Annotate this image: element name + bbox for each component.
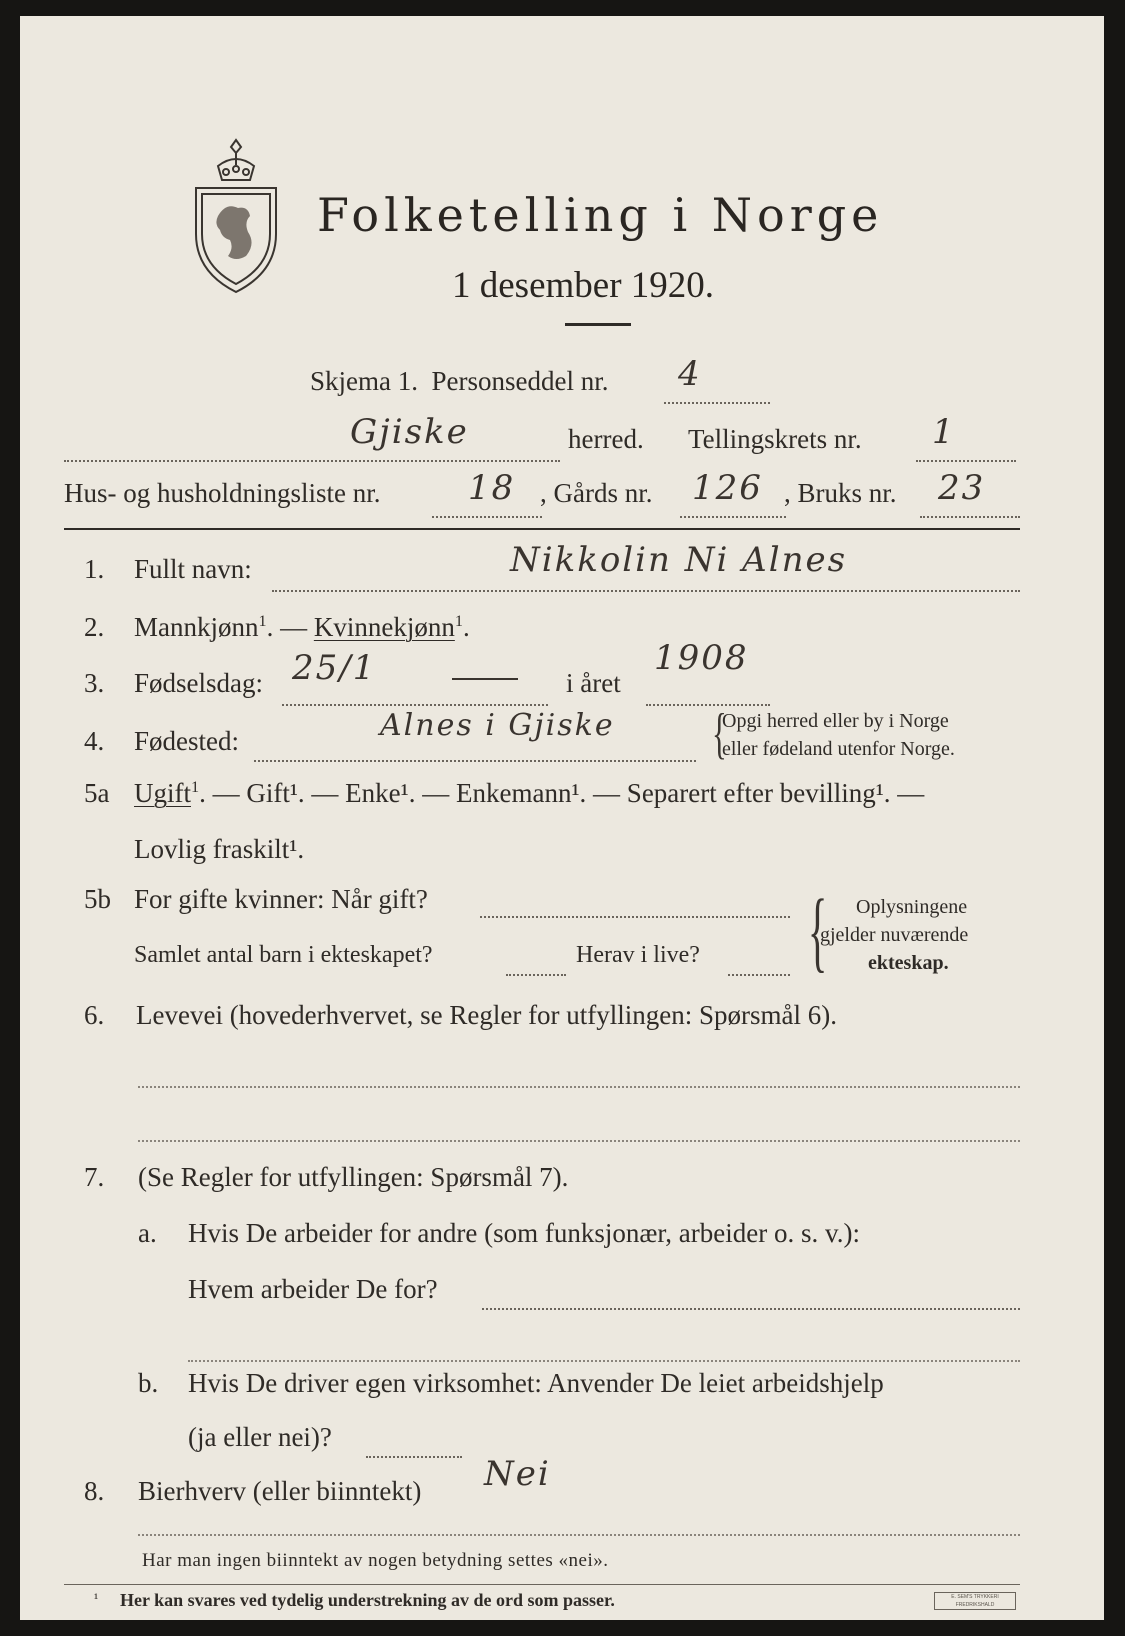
q2-options: Mannkjønn$^1$. — Kvinnekjønn$^1$. xyxy=(134,612,470,642)
q3-number: 3. xyxy=(84,668,105,698)
skjema-label: Skjema 1. Personseddel nr. xyxy=(310,366,609,396)
title-divider xyxy=(565,323,631,326)
q5b-note-1: Oplysningene xyxy=(856,896,968,918)
personseddel-value: 4 xyxy=(678,354,702,394)
q7-label: (Se Regler for utfyllingen: Spørsmål 7). xyxy=(138,1162,569,1192)
birth-year-value: 1908 xyxy=(654,638,749,678)
census-form: Folketelling i Norge 1 desember 1920. Skjema 1. Personseddel nr. 4 Gjiske herred. Tellingskrets nr. 1 Hus- og husholdningsliste nr. 18 , Gårds nr. 126 , Bruks nr. 23 1. Fullt navn: Nikkolin Ni Alnes 2. Mannkjønn$^1$. — Kvinnekjønn$^1$. 3. Fødselsdag: 25/1 i året 1908 4. Fødested: Alnes i Gjiske { Opgi herred eller by i Norge eller fødeland utenfor Norge. 5a Ugift$^1$. — Gift¹. — Enke¹. — Enkemann¹. — Separert efter bevilling¹. — Lovlig fraskilt¹. 5b For gifte kvinner: Når gift? Samlet antal barn i ekteskapet? Herav i live? { Oplysningene gjelder nuværende ekteskap. 6. Levevei (hovederhvervet, se Regler for utfyllingen: Spørsmål 6). 7. (Se Regler for utfyllingen: Spørsmål 7). a. Hvis De arbeider for andre (som funksjonær, arbeider o. s. v.): Hvem arbeider De for? b. Hvis De driver egen virksomhet: Anvender De leiet arbeidshjelp (ja eller nei)? 8. Bierhverv (eller biinntekt) Nei Har man ingen biinntekt av nogen betydning settes «nei». ¹ Her kan svares ved tydelig understrekning av de ord som passer. E. SEM'S TRYKKERI FREDRIKSHALD xyxy=(20,16,1104,1620)
birth-day-value: 25/1 xyxy=(292,648,377,688)
q1-number: 1. xyxy=(84,554,105,584)
bruks-label: , Bruks nr. xyxy=(784,478,897,508)
q7a-letter: a. xyxy=(138,1218,157,1248)
q5b-number: 5b xyxy=(84,884,111,914)
q7b-question: (ja eller nei)? xyxy=(188,1422,332,1452)
q6-number: 6. xyxy=(84,1000,105,1030)
gards-label: , Gårds nr. xyxy=(540,478,653,508)
hus-label: Hus- og husholdningsliste nr. xyxy=(64,478,381,508)
header-rule xyxy=(64,528,1020,530)
q3-year-label: i året xyxy=(566,668,621,698)
bruks-value: 23 xyxy=(938,468,986,508)
q7b-text: Hvis De driver egen virksomhet: Anvender De leiet arbeidshjelp xyxy=(188,1368,884,1398)
q6-line-2 xyxy=(138,1140,1020,1142)
birthplace-value: Alnes i Gjiske xyxy=(380,708,615,743)
footer-note: Har man ingen biinntekt av nogen betydning settes «nei». xyxy=(142,1550,609,1571)
q5b-line-1: For gifte kvinner: Når gift? xyxy=(134,884,428,914)
tellingskrets-value: 1 xyxy=(932,412,956,452)
gards-value: 126 xyxy=(692,468,763,508)
bierhverv-value: Nei xyxy=(484,1454,551,1494)
q5a-options: Ugift$^1$. — Gift¹. — Enke¹. — Enkemann¹. — Separert efter bevilling¹. — xyxy=(134,778,925,808)
form-title: Folketelling i Norge xyxy=(317,188,884,242)
q6-label: Levevei (hovederhvervet, se Regler for utfyllingen: Spørsmål 6). xyxy=(136,1000,838,1030)
q4-note-2: eller fødeland utenfor Norge. xyxy=(722,738,955,760)
q7a-text: Hvis De arbeider for andre (som funksjonær, arbeider o. s. v.): xyxy=(188,1218,860,1248)
full-name-value: Nikkolin Ni Alnes xyxy=(510,540,848,580)
q2-number: 2. xyxy=(84,612,105,642)
q5a-number: 5a xyxy=(84,778,110,808)
q7b-letter: b. xyxy=(138,1368,159,1398)
q3-label: Fødselsdag: xyxy=(134,668,264,698)
q8-number: 8. xyxy=(84,1476,105,1506)
q7-number: 7. xyxy=(84,1162,105,1192)
tellingskrets-label: Tellingskrets nr. xyxy=(688,424,862,454)
q5a-line-2: Lovlig fraskilt¹. xyxy=(134,834,305,864)
q7a-question: Hvem arbeider De for? xyxy=(188,1274,438,1304)
q1-label: Fullt navn: xyxy=(134,554,252,584)
q4-label: Fødested: xyxy=(134,726,239,756)
q5b-note-2: gjelder nuværende xyxy=(820,924,969,946)
form-date: 1 desember 1920. xyxy=(452,265,715,306)
footnote: Her kan svares ved tydelig understrekning av de ord som passer. xyxy=(120,1590,615,1610)
kvinnekjonn-underlined: Kvinnekjønn xyxy=(313,612,455,642)
q5b-note-3: ekteskap. xyxy=(868,952,949,974)
herred-value: Gjiske xyxy=(350,412,469,452)
q8-label: Bierhverv (eller biinntekt) xyxy=(138,1476,422,1506)
q5b-alive-label: Herav i live? xyxy=(576,942,700,968)
herred-label: herred. xyxy=(568,424,644,454)
q4-note-1: Opgi herred eller by i Norge xyxy=(722,710,949,732)
q6-line-1 xyxy=(138,1086,1020,1088)
hus-value: 18 xyxy=(468,468,516,508)
coat-of-arms-icon xyxy=(188,136,284,298)
q4-number: 4. xyxy=(84,726,105,756)
q5b-children-label: Samlet antal barn i ekteskapet? xyxy=(134,942,433,968)
footnote-mark: ¹ xyxy=(94,1592,99,1607)
printer-stamp: E. SEM'S TRYKKERI FREDRIKSHALD xyxy=(934,1592,1016,1610)
ugift-underlined: Ugift xyxy=(134,778,191,808)
